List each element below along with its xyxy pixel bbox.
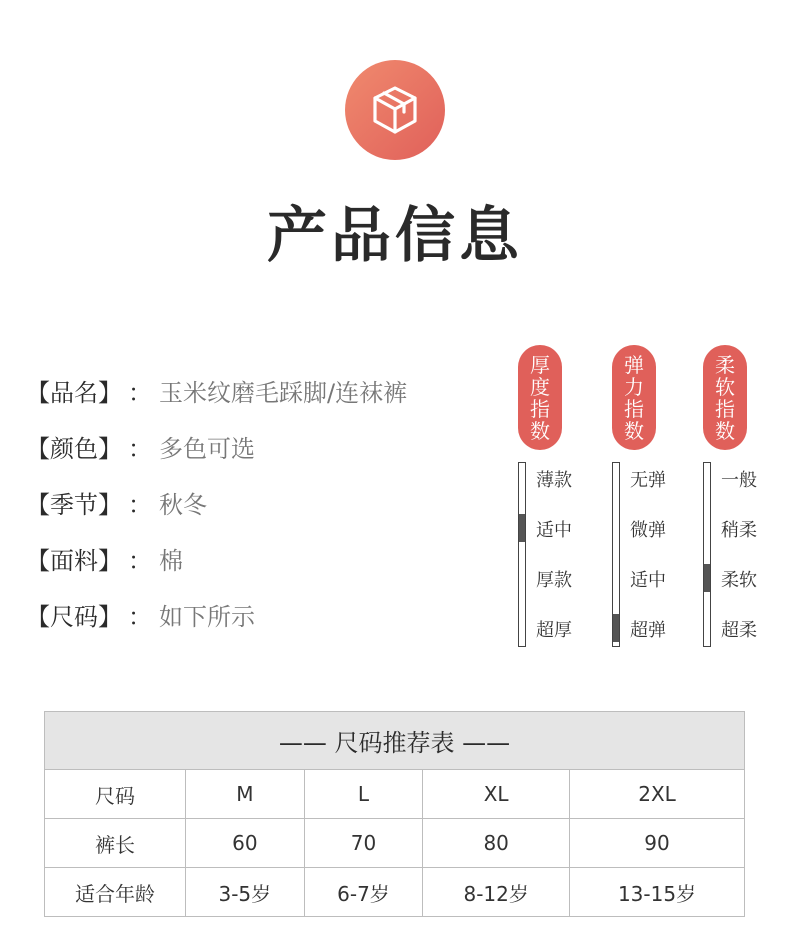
table-row-header: 裤长 — [45, 819, 186, 868]
info-value: 多色可选 — [159, 434, 255, 463]
index-scale-bar — [703, 462, 711, 647]
index-title-char: 厚 — [530, 352, 550, 377]
table-cell: 8-12岁 — [423, 868, 570, 917]
index-level-marker — [704, 564, 710, 592]
index-title-pill — [518, 345, 562, 450]
page-title: 产品信息 — [267, 201, 523, 271]
product-info-list — [26, 362, 407, 642]
index-title-pill — [703, 345, 747, 450]
info-colon: ： — [128, 602, 152, 631]
table-cell: L — [304, 770, 423, 819]
info-key: 【尺码】 — [26, 602, 122, 631]
index-level-label: 超弹 — [630, 620, 666, 641]
index-title-char: 数 — [530, 418, 550, 443]
table-cell: 3-5岁 — [186, 868, 305, 917]
table-row-header: 适合年龄 — [45, 868, 186, 917]
table-cell: 70 — [304, 819, 423, 868]
index-title-pill — [612, 345, 656, 450]
index-level-label: 柔软 — [721, 570, 757, 591]
index-level-label: 厚款 — [536, 570, 572, 591]
index-title-char: 弹 — [624, 352, 644, 377]
table-cell: XL — [423, 770, 570, 819]
box-icon — [345, 60, 445, 160]
table-row-header: 尺码 — [45, 770, 186, 819]
index-level-label: 适中 — [630, 570, 666, 591]
table-caption: —— 尺码推荐表 —— — [45, 712, 745, 770]
info-row-size — [26, 586, 407, 642]
table-cell: 2XL — [570, 770, 745, 819]
table-cell: 13-15岁 — [570, 868, 745, 917]
index-title-char: 柔 — [715, 352, 735, 377]
table-row — [45, 868, 745, 917]
table-cell: 60 — [186, 819, 305, 868]
table-row — [45, 770, 745, 819]
index-level-label: 稍柔 — [721, 520, 757, 541]
size-recommendation-table — [44, 711, 745, 917]
index-level-label: 微弹 — [630, 520, 666, 541]
index-title-char: 软 — [715, 374, 735, 399]
info-colon: ： — [128, 378, 152, 407]
index-title-char: 指 — [624, 396, 644, 421]
info-colon: ： — [128, 546, 152, 575]
table-cell: 6-7岁 — [304, 868, 423, 917]
index-level-label: 超柔 — [721, 620, 757, 641]
info-row-fabric — [26, 530, 407, 586]
info-key: 【季节】 — [26, 490, 122, 519]
table-row — [45, 819, 745, 868]
info-key: 【品名】 — [26, 378, 122, 407]
index-level-marker — [519, 514, 525, 542]
index-level-marker — [613, 614, 619, 642]
info-value: 玉米纹磨毛踩脚/连袜裤 — [159, 378, 408, 407]
table-cell: M — [186, 770, 305, 819]
info-row-name — [26, 362, 407, 418]
info-row-season — [26, 474, 407, 530]
box-icon-graphic — [364, 79, 426, 141]
info-value: 棉 — [159, 546, 183, 575]
info-colon: ： — [128, 434, 152, 463]
index-scale-bar — [518, 462, 526, 647]
info-colon: ： — [128, 490, 152, 519]
index-title-char: 度 — [530, 374, 550, 399]
index-title-char: 指 — [715, 396, 735, 421]
index-level-label: 一般 — [721, 470, 757, 491]
index-level-label: 薄款 — [536, 470, 572, 491]
index-title-char: 数 — [624, 418, 644, 443]
index-level-label: 适中 — [536, 520, 572, 541]
table-caption-row — [45, 712, 745, 770]
index-title-char: 力 — [624, 374, 644, 399]
index-title-char: 指 — [530, 396, 550, 421]
info-value: 秋冬 — [159, 490, 207, 519]
info-key: 【面料】 — [26, 546, 122, 575]
index-scale-bar — [612, 462, 620, 647]
index-level-label: 无弹 — [630, 470, 666, 491]
info-row-color — [26, 418, 407, 474]
index-title-char: 数 — [715, 418, 735, 443]
index-level-label: 超厚 — [536, 620, 572, 641]
table-cell: 80 — [423, 819, 570, 868]
info-value: 如下所示 — [159, 602, 255, 631]
table-cell: 90 — [570, 819, 745, 868]
info-key: 【颜色】 — [26, 434, 122, 463]
